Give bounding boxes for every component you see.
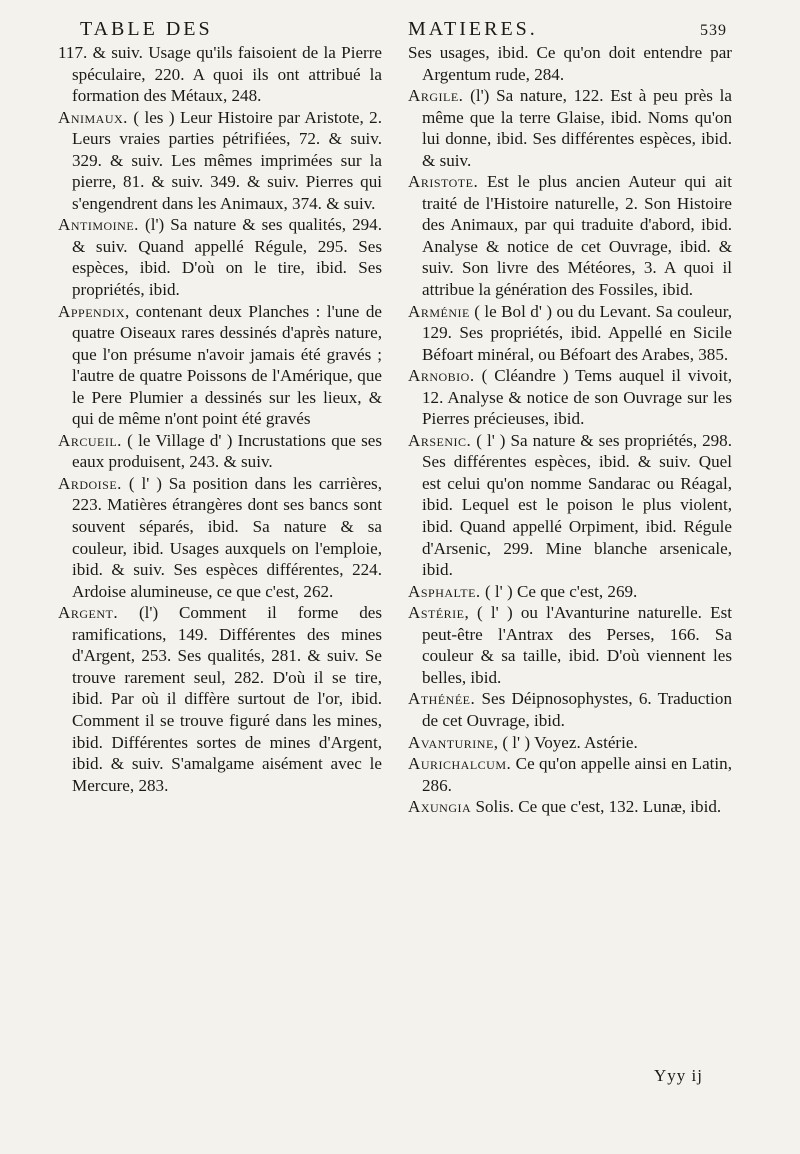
entry-text: , contenant deux Planches : l'une de quatre Oiseaux rares dessinés d'après nature, que l'on présume n'avoir jamais été gravés ; l'autre de quatre Poissons de l'Amérique, que le Pere Plumier a dessinés sur les lieux, & qui de même n'ont point été gravés <box>72 301 382 429</box>
entry-keyword: Asphalte. <box>408 581 481 601</box>
index-entry <box>58 473 382 602</box>
index-entry <box>408 602 732 688</box>
index-entry <box>58 602 382 796</box>
entry-text: Ses Déipnosophystes, 6. Traduction de cet Ouvrage, ibid. <box>422 689 732 730</box>
entry-keyword: Arnobio. <box>408 366 475 386</box>
entry-text: ( les ) Leur Histoire par Aristote, 2. Leurs vraies parties pétrifiées, 72. & suiv. 329. & suiv. Les mêmes imprimées sur la pierre, 81. & suiv. 349. & suiv. Pierres qui s'engendrent dans les Animaux, 374. & suiv. <box>72 107 382 213</box>
index-entry <box>408 688 732 731</box>
entry-keyword: Argile. <box>408 86 464 106</box>
left-column <box>58 42 382 796</box>
entry-keyword: Antimoine. <box>58 215 139 235</box>
index-entry <box>408 171 732 300</box>
header-right: MATIERES. <box>408 18 538 40</box>
index-entry <box>58 107 382 215</box>
entry-keyword: Animaux. <box>58 107 128 127</box>
entry-keyword: Ardoise. <box>58 473 122 493</box>
index-entry <box>58 42 382 107</box>
entry-keyword: Arsenic. <box>408 430 472 450</box>
entry-keyword: Arménie <box>408 301 470 321</box>
index-entry <box>408 365 732 430</box>
entry-keyword: Appendix <box>58 301 126 321</box>
index-entry <box>408 581 732 603</box>
entry-text: ( l' ) Sa nature & ses propriétés, 298. Ses différentes espèces, ibid. & suiv. Quel est celui qu'on nomme Sandarac ou Réagal, ibid. Lequel est le poison le plus violent, ibid. Quand appellé Orpiment, ibid. Régule d'Arsenic, 299. Mine blanche arsenicale, ibid. <box>422 430 732 580</box>
entry-text: , ( l' ) Voyez. Astérie. <box>493 732 638 752</box>
index-entry <box>58 301 382 430</box>
index-entry <box>408 85 732 171</box>
entry-keyword: Astérie <box>408 603 465 623</box>
index-entry <box>408 42 732 85</box>
entry-text: Ses usages, ibid. Ce qu'on doit entendre par Argentum rude, 284. <box>408 43 732 84</box>
entry-keyword: Axungia <box>408 797 472 817</box>
header-left: TABLE DES <box>80 18 213 40</box>
entry-text: ( l' ) Sa position dans les carrières, 223. Matières étrangères dont ses bancs sont souvent séparés, ibid. Sa nature & sa couleur, ibid. Usages auxquels on l'emploie, ibid. & suiv. Ses espèces différentes, 224. Ardoise alumineuse, ce que c'est, 262. <box>72 473 382 601</box>
entry-text: ( le Bol d' ) ou du Levant. Sa couleur, 129. Ses propriétés, ibid. Appellé en Sicile Béfoart minéral, ou Béfoart des Arabes, 385. <box>422 301 732 364</box>
page-number: 539 <box>700 22 727 39</box>
signature-mark: Yyy ij <box>654 1066 703 1085</box>
entry-text: Solis. Ce que c'est, 132. Lunæ, ibid. <box>471 797 722 817</box>
index-entry <box>58 430 382 473</box>
right-column <box>408 42 732 818</box>
entry-text: ( le Village d' ) Incrustations que ses eaux produisent, 243. & suiv. <box>72 430 382 472</box>
entry-text: (l') Sa nature & ses qualités, 294. & suiv. Quand appellé Régule, 295. Ses espèces, ibid. D'où on le tire, ibid. Ses propriétés, ibid. <box>72 215 382 300</box>
entry-text: 117. & suiv. Usage qu'ils faisoient de la Pierre spéculaire, 220. A quoi ils ont attribué la formation des Métaux, 248. <box>58 43 382 106</box>
index-entry <box>408 430 732 581</box>
entry-text: Ce qu'on appelle ainsi en Latin, 286. <box>422 754 732 795</box>
entry-keyword: Aristote. <box>408 172 479 192</box>
entry-text: (l') Sa nature, 122. Est à peu près la même que la terre Glaise, ibid. Noms qu'on lui donne, ibid. Ses différentes espèces, ibid. & suiv. <box>422 86 732 170</box>
index-entry <box>408 753 732 796</box>
index-entry <box>408 301 732 366</box>
entry-keyword: Avanturine <box>408 732 494 752</box>
entry-keyword: Arcueil. <box>58 430 122 450</box>
entry-keyword: Argent. <box>58 603 119 623</box>
entry-keyword: Aurichalcum. <box>408 754 512 774</box>
entry-text: (l') Comment il forme des ramifications, 149. Différentes des mines d'Argent, 253. Ses qualités, 281. & suiv. Se trouve rarement seul, 282. D'où il se tire, ibid. Par où il diffère surtout de l'or, ibid. Comment il se trouve figuré dans les mines, ibid. Différentes sortes de mines d'Argent, ibid. & suiv. S'amalgame aisément avec le Mercure, 283. <box>72 603 382 795</box>
index-entry <box>408 732 732 754</box>
entry-text: , ( l' ) ou l'Avanturine naturelle. Est peut-être l'Antrax des Perses, 166. Sa couleur & sa taille, ibid. D'où viennent les belles, ibid. <box>422 603 732 687</box>
entry-text: ( Cléandre ) Tems auquel il vivoit, 12. Analyse & notice de son Ouvrage sur les Pierres précieuses, ibid. <box>422 366 732 429</box>
index-entry <box>408 796 732 818</box>
entry-text: Est le plus ancien Auteur qui ait traité de l'Histoire naturelle, 2. Son Histoire des Animaux, par qui traduite d'abord, ibid. Analyse & notice de cet Ouvrage, ibid. & suiv. Son livre des Météores, 3. A quoi il attribue la génération des Fossiles, ibid. <box>422 172 732 300</box>
entry-text: ( l' ) Ce que c'est, 269. <box>480 581 638 601</box>
index-entry <box>58 214 382 300</box>
entry-keyword: Athénée. <box>408 689 476 709</box>
